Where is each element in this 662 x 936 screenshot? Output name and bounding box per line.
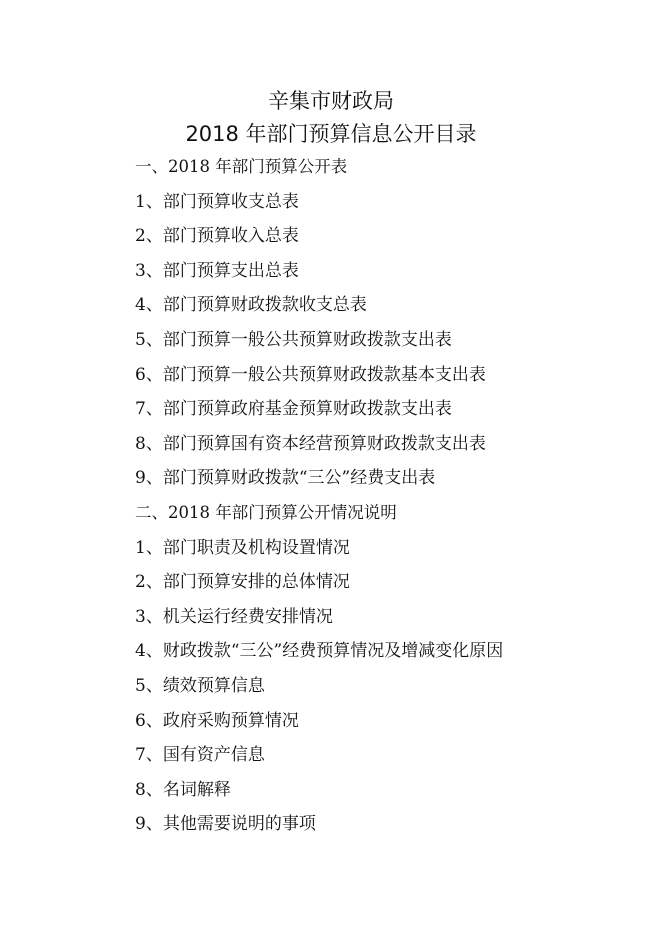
document-subtitle: 2018 年部门预算信息公开目录	[185, 122, 477, 146]
toc-item: 2、部门预算安排的总体情况	[135, 572, 350, 593]
toc-item: 5、部门预算一般公共预算财政拨款支出表	[135, 329, 452, 350]
section-heading-1: 一、2018 年部门预算公开表	[135, 157, 348, 176]
toc-item: 1、部门职责及机构设置情况	[135, 537, 350, 558]
toc-item: 6、部门预算一般公共预算财政拨款基本支出表	[135, 364, 486, 385]
toc-item: 7、部门预算政府基金预算财政拨款支出表	[135, 399, 452, 420]
document-title: 辛集市财政局	[268, 89, 394, 113]
toc-item: 1、部门预算收支总表	[135, 191, 299, 212]
toc-item: 9、其他需要说明的事项	[135, 814, 316, 835]
toc-item: 7、国有资产信息	[135, 745, 265, 766]
toc-item: 4、财政拨款“三公”经费预算情况及增减变化原因	[135, 641, 504, 662]
toc-item: 3、机关运行经费安排情况	[135, 606, 333, 627]
toc-item: 6、政府采购预算情况	[135, 710, 299, 731]
toc-item: 2、部门预算收入总表	[135, 226, 299, 247]
section-heading-2: 二、2018 年部门预算公开情况说明	[135, 502, 397, 522]
table-of-contents	[135, 155, 635, 847]
toc-item: 9、部门预算财政拨款“三公”经费支出表	[135, 468, 436, 489]
toc-item: 8、名词解释	[135, 779, 231, 800]
toc-item: 4、部门预算财政拨款收支总表	[135, 295, 367, 316]
toc-item: 8、部门预算国有资本经营预算财政拨款支出表	[135, 433, 486, 454]
toc-item: 3、部门预算支出总表	[135, 260, 299, 281]
toc-item: 5、绩效预算信息	[135, 675, 265, 696]
